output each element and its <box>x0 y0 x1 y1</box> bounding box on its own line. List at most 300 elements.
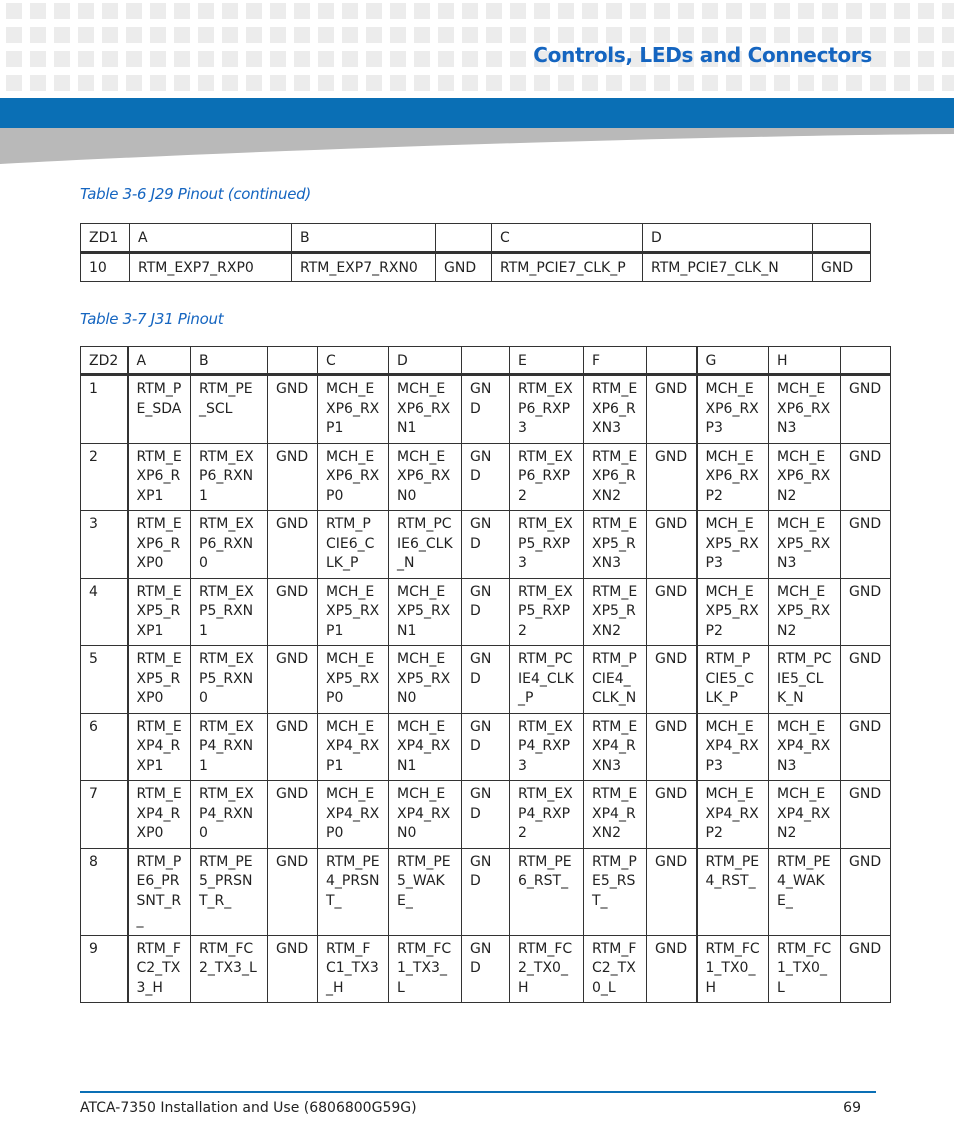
header-dot <box>30 75 46 91</box>
header-dot <box>126 75 142 91</box>
table-cell: RTM_PCIE4_CLK_N <box>584 646 647 714</box>
header-cell: A <box>130 224 292 253</box>
header-dot <box>678 3 694 19</box>
header-dot <box>846 27 862 43</box>
header-cell: ZD1 <box>81 224 130 253</box>
header-dot <box>726 27 742 43</box>
header-dot <box>150 3 166 19</box>
table-row <box>81 646 891 714</box>
header-dot <box>318 75 334 91</box>
table-cell: GND <box>462 935 510 1003</box>
table-cell: GND <box>268 781 318 849</box>
table-cell: GND <box>841 848 891 935</box>
table-cell: GND <box>268 848 318 935</box>
header-dot <box>102 27 118 43</box>
table-cell: 10 <box>81 253 130 282</box>
header-cell <box>813 224 871 253</box>
table-cell: MCH_EXP6_RXN2 <box>769 443 841 511</box>
header-dot <box>942 3 954 19</box>
header-dot <box>414 3 430 19</box>
header-dot <box>654 3 670 19</box>
header-dot <box>30 27 46 43</box>
header-dot <box>246 75 262 91</box>
header-dot <box>270 27 286 43</box>
header-dot <box>390 27 406 43</box>
table-cell: GND <box>647 511 697 579</box>
header-dot <box>126 3 142 19</box>
header-dot <box>366 27 382 43</box>
table-cell: GND <box>841 781 891 849</box>
header-dot <box>126 27 142 43</box>
header-dot <box>534 27 550 43</box>
table-cell: RTM_EXP5_RXN3 <box>584 511 647 579</box>
table-row <box>81 253 871 282</box>
header-dot <box>174 75 190 91</box>
header-dot <box>678 75 694 91</box>
table-cell: GND <box>841 713 891 781</box>
header-dot <box>534 75 550 91</box>
header-dot <box>438 3 454 19</box>
header-dot <box>318 27 334 43</box>
footer-rule <box>80 1091 876 1093</box>
table-cell: MCH_EXP5_RXP0 <box>318 646 389 714</box>
table-cell: MCH_EXP5_RXN3 <box>769 511 841 579</box>
header-dot <box>510 3 526 19</box>
table-cell: RTM_PCIE4_CLK_P <box>510 646 584 714</box>
table-cell: RTM_PCIE7_CLK_P <box>492 253 643 282</box>
table-cell: 9 <box>81 935 128 1003</box>
table-row <box>81 443 891 511</box>
header-dot <box>54 27 70 43</box>
table-cell: MCH_EXP6_RXP1 <box>318 375 389 444</box>
table-cell: MCH_EXP6_RXN0 <box>389 443 462 511</box>
table-cell: GND <box>462 646 510 714</box>
table-header-row <box>81 224 871 253</box>
table-cell: RTM_PCIE7_CLK_N <box>643 253 813 282</box>
table-cell: RTM_PE5_RST_ <box>584 848 647 935</box>
table-cell: GND <box>841 935 891 1003</box>
table-cell: RTM_FC2_TX0_H <box>510 935 584 1003</box>
header-cell: F <box>584 347 647 375</box>
header-dot <box>294 75 310 91</box>
table-cell: MCH_EXP6_RXP3 <box>697 375 769 444</box>
table-cell: GND <box>647 713 697 781</box>
table-cell: RTM_PE5_WAKE_ <box>389 848 462 935</box>
header-cell: H <box>769 347 841 375</box>
header-dot <box>78 51 94 67</box>
table-cell: 8 <box>81 848 128 935</box>
header-dot <box>606 3 622 19</box>
table-cell: 7 <box>81 781 128 849</box>
header-dot <box>174 3 190 19</box>
table-cell: GND <box>841 578 891 646</box>
header-dot <box>510 27 526 43</box>
table-cell: RTM_EXP4_RXN0 <box>191 781 268 849</box>
header-dot <box>438 75 454 91</box>
header-dot <box>462 75 478 91</box>
table-cell: RTM_EXP6_RXN3 <box>584 375 647 444</box>
header-dot <box>870 51 886 67</box>
table-cell: RTM_EXP6_RXP0 <box>128 511 191 579</box>
header-dot <box>78 3 94 19</box>
header-dot <box>30 3 46 19</box>
table-cell: RTM_EXP5_RXN1 <box>191 578 268 646</box>
table-row <box>81 848 891 935</box>
table-cell: RTM_FC2_TX3_H <box>128 935 191 1003</box>
header-dot <box>6 27 22 43</box>
table-cell: RTM_FC2_TX0_L <box>584 935 647 1003</box>
header-dot <box>870 75 886 91</box>
table-header-row <box>81 347 891 375</box>
header-dot <box>606 27 622 43</box>
table-cell: RTM_PE6_RST_ <box>510 848 584 935</box>
table-cell: RTM_EXP4_RXP3 <box>510 713 584 781</box>
table-cell: RTM_EXP5_RXP0 <box>128 646 191 714</box>
header-dot <box>6 75 22 91</box>
table-cell: RTM_EXP4_RXP2 <box>510 781 584 849</box>
header-cell: G <box>697 347 769 375</box>
table-cell: MCH_EXP4_RXN3 <box>769 713 841 781</box>
header-dot <box>918 3 934 19</box>
header-dot <box>198 75 214 91</box>
header-dot <box>270 75 286 91</box>
header-dot <box>246 51 262 67</box>
header-dot <box>774 27 790 43</box>
table-cell: RTM_EXP4_RXP0 <box>128 781 191 849</box>
table-cell: RTM_PCIE5_CLK_N <box>769 646 841 714</box>
table-cell: GND <box>841 443 891 511</box>
header-dot <box>198 27 214 43</box>
header-dot <box>150 27 166 43</box>
header-dot <box>630 27 646 43</box>
table-row <box>81 578 891 646</box>
header-cell: B <box>292 224 436 253</box>
j29-pinout-table <box>80 223 871 282</box>
header-cell: D <box>389 347 462 375</box>
table-cell: RTM_PE6_PRSNT_R_ <box>128 848 191 935</box>
header-dot <box>654 75 670 91</box>
table-row <box>81 375 891 444</box>
table-cell: GND <box>462 713 510 781</box>
header-dot <box>774 3 790 19</box>
table-cell: GND <box>841 375 891 444</box>
table-cell: GND <box>268 443 318 511</box>
table-cell: MCH_EXP5_RXN1 <box>389 578 462 646</box>
header-dot <box>774 75 790 91</box>
header-dot <box>222 51 238 67</box>
header-dot <box>438 51 454 67</box>
table-cell: RTM_PE4_PRSNT_ <box>318 848 389 935</box>
header-dot <box>390 75 406 91</box>
table-cell: 6 <box>81 713 128 781</box>
header-cell <box>647 347 697 375</box>
table-cell: GND <box>462 578 510 646</box>
header-dot <box>894 75 910 91</box>
table-cell: GND <box>813 253 871 282</box>
header-dot <box>558 3 574 19</box>
table-cell: RTM_PE5_PRSNT_R_ <box>191 848 268 935</box>
table2-caption: Table 3-7 J31 Pinout <box>80 310 224 328</box>
table-cell: 1 <box>81 375 128 444</box>
header-dot <box>822 27 838 43</box>
header-cell: C <box>492 224 643 253</box>
header-dot <box>318 3 334 19</box>
header-dot <box>6 51 22 67</box>
table-cell: RTM_EXP5_RXP2 <box>510 578 584 646</box>
header-dot <box>750 75 766 91</box>
table-cell: GND <box>647 935 697 1003</box>
table-cell: RTM_EXP6_RXP3 <box>510 375 584 444</box>
table-cell: RTM_PCIE5_CLK_P <box>697 646 769 714</box>
table-cell: RTM_FC1_TX0_L <box>769 935 841 1003</box>
section-title: Controls, LEDs and Connectors <box>533 43 872 67</box>
table-cell: RTM_EXP4_RXN3 <box>584 713 647 781</box>
table-cell: MCH_EXP5_RXP3 <box>697 511 769 579</box>
header-dot <box>918 75 934 91</box>
header-dot <box>390 51 406 67</box>
header-dot <box>726 75 742 91</box>
table-cell: GND <box>268 375 318 444</box>
header-dot <box>438 27 454 43</box>
header-cell: A <box>128 347 191 375</box>
header-dot <box>246 3 262 19</box>
table-cell: GND <box>462 511 510 579</box>
footer-page-number: 69 <box>843 1100 861 1116</box>
header-dot <box>582 3 598 19</box>
table-cell: GND <box>268 578 318 646</box>
header-dot <box>582 27 598 43</box>
header-dot <box>342 51 358 67</box>
table-cell: RTM_EXP7_RXN0 <box>292 253 436 282</box>
table-cell: MCH_EXP6_RXN3 <box>769 375 841 444</box>
table-cell: 4 <box>81 578 128 646</box>
table-cell: RTM_FC1_TX3_L <box>389 935 462 1003</box>
header-dot <box>366 75 382 91</box>
table-cell: RTM_FC1_TX3_H <box>318 935 389 1003</box>
table-cell: MCH_EXP5_RXN0 <box>389 646 462 714</box>
table-cell: MCH_EXP4_RXP1 <box>318 713 389 781</box>
header-cell: C <box>318 347 389 375</box>
header-gray-swoosh <box>0 128 954 164</box>
table-cell: RTM_EXP6_RXN1 <box>191 443 268 511</box>
header-dot <box>846 3 862 19</box>
j31-pinout-table <box>80 346 891 1003</box>
table-cell: RTM_EXP4_RXP1 <box>128 713 191 781</box>
table-row <box>81 935 891 1003</box>
table-cell: MCH_EXP6_RXN1 <box>389 375 462 444</box>
header-cell: B <box>191 347 268 375</box>
table-cell: 5 <box>81 646 128 714</box>
table-cell: RTM_PE_SCL <box>191 375 268 444</box>
header-dot <box>246 27 262 43</box>
header-cell <box>841 347 891 375</box>
header-dot <box>726 3 742 19</box>
table-cell: RTM_PCIE6_CLK_P <box>318 511 389 579</box>
table-cell: GND <box>647 443 697 511</box>
header-dot <box>486 51 502 67</box>
header-cell: D <box>643 224 813 253</box>
table-cell: 2 <box>81 443 128 511</box>
table-cell: RTM_EXP5_RXP1 <box>128 578 191 646</box>
header-dot <box>630 75 646 91</box>
table-cell: RTM_PCIE6_CLK_N <box>389 511 462 579</box>
header-dot <box>54 3 70 19</box>
header-dot <box>30 51 46 67</box>
header-dot <box>606 75 622 91</box>
table-cell: GND <box>647 646 697 714</box>
header-dot <box>558 75 574 91</box>
table-cell: GND <box>436 253 492 282</box>
table-cell: MCH_EXP4_RXP3 <box>697 713 769 781</box>
table-cell: RTM_FC1_TX0_H <box>697 935 769 1003</box>
header-dot <box>750 27 766 43</box>
table-cell: RTM_EXP4_RXN2 <box>584 781 647 849</box>
header-dot <box>942 75 954 91</box>
header-dot <box>342 75 358 91</box>
table-cell: GND <box>841 511 891 579</box>
header-dot <box>294 3 310 19</box>
header-cell: ZD2 <box>81 347 128 375</box>
header-dot <box>702 3 718 19</box>
table-cell: RTM_PE4_RST_ <box>697 848 769 935</box>
header-dot <box>198 51 214 67</box>
header-dot <box>534 3 550 19</box>
table-cell: GND <box>647 375 697 444</box>
header-dot <box>486 75 502 91</box>
header-cell <box>268 347 318 375</box>
header-dot <box>342 3 358 19</box>
header-dot <box>174 27 190 43</box>
header-dot <box>102 75 118 91</box>
header-dot <box>222 75 238 91</box>
table-cell: RTM_EXP4_RXN1 <box>191 713 268 781</box>
header-dot <box>942 51 954 67</box>
header-dot <box>54 75 70 91</box>
table-row <box>81 781 891 849</box>
header-dot <box>318 51 334 67</box>
header-dot <box>150 75 166 91</box>
table-cell: GND <box>268 713 318 781</box>
table-cell: GND <box>268 935 318 1003</box>
header-cell <box>462 347 510 375</box>
table-row <box>81 713 891 781</box>
header-dot <box>750 3 766 19</box>
header-cell: E <box>510 347 584 375</box>
table-cell: GND <box>268 511 318 579</box>
header-dot <box>894 3 910 19</box>
table-cell: GND <box>462 781 510 849</box>
table-cell: MCH_EXP4_RXN1 <box>389 713 462 781</box>
header-dot <box>414 51 430 67</box>
header-dot <box>462 3 478 19</box>
footer-doc-title: ATCA-7350 Installation and Use (6806800G59G) <box>80 1100 417 1116</box>
table-cell: RTM_EXP7_RXP0 <box>130 253 292 282</box>
header-dot <box>822 75 838 91</box>
header-dot <box>102 51 118 67</box>
header-dot <box>870 27 886 43</box>
table-cell: RTM_PE4_WAKE_ <box>769 848 841 935</box>
table-cell: MCH_EXP4_RXP0 <box>318 781 389 849</box>
header-dot <box>486 3 502 19</box>
table-cell: RTM_EXP6_RXP1 <box>128 443 191 511</box>
table-cell: RTM_EXP6_RXN2 <box>584 443 647 511</box>
header-dot <box>654 27 670 43</box>
header-dot <box>174 51 190 67</box>
header-dot <box>366 3 382 19</box>
table1-caption: Table 3-6 J29 Pinout (continued) <box>80 185 311 203</box>
header-cell <box>436 224 492 253</box>
table-cell: GND <box>462 443 510 511</box>
header-dot <box>294 27 310 43</box>
table-cell: RTM_EXP6_RXN0 <box>191 511 268 579</box>
header-dot <box>894 51 910 67</box>
header-dot <box>414 27 430 43</box>
table-row <box>81 511 891 579</box>
table-cell: GND <box>268 646 318 714</box>
header-dot <box>150 51 166 67</box>
header-dot <box>510 51 526 67</box>
header-dot <box>918 51 934 67</box>
header-dot <box>126 51 142 67</box>
header-dot <box>798 75 814 91</box>
header-dot <box>462 51 478 67</box>
header-dot <box>78 27 94 43</box>
header-dot <box>270 51 286 67</box>
header-dot <box>846 75 862 91</box>
table-cell: GND <box>647 781 697 849</box>
header-dot <box>102 3 118 19</box>
header-dot <box>222 3 238 19</box>
table-cell: MCH_EXP6_RXP2 <box>697 443 769 511</box>
table-cell: GND <box>462 848 510 935</box>
header-dot <box>462 27 478 43</box>
table-cell: MCH_EXP5_RXN2 <box>769 578 841 646</box>
header-dot <box>822 3 838 19</box>
header-dot <box>558 27 574 43</box>
table-cell: GND <box>647 848 697 935</box>
header-dot <box>510 75 526 91</box>
header-dot <box>630 3 646 19</box>
header-dot <box>414 75 430 91</box>
header-dot <box>702 27 718 43</box>
table-cell: MCH_EXP5_RXP1 <box>318 578 389 646</box>
table-cell: MCH_EXP4_RXN0 <box>389 781 462 849</box>
table-cell: 3 <box>81 511 128 579</box>
table-cell: RTM_EXP5_RXN2 <box>584 578 647 646</box>
header-dot <box>390 3 406 19</box>
table-cell: GND <box>647 578 697 646</box>
header-dot <box>294 51 310 67</box>
header-dot <box>678 27 694 43</box>
header-dot <box>222 27 238 43</box>
header-dot <box>798 27 814 43</box>
header-blue-band <box>0 98 954 128</box>
table-cell: MCH_EXP5_RXP2 <box>697 578 769 646</box>
table-cell: RTM_EXP5_RXP3 <box>510 511 584 579</box>
header-dot <box>270 3 286 19</box>
header-dot <box>486 27 502 43</box>
header-dot <box>870 3 886 19</box>
table-cell: GND <box>841 646 891 714</box>
table-cell: GND <box>462 375 510 444</box>
header-dot <box>702 75 718 91</box>
table-cell: RTM_FC2_TX3_L <box>191 935 268 1003</box>
table-cell: MCH_EXP4_RXN2 <box>769 781 841 849</box>
header-dot <box>894 27 910 43</box>
header-dot <box>198 3 214 19</box>
table-cell: RTM_EXP5_RXN0 <box>191 646 268 714</box>
header-dot <box>78 75 94 91</box>
